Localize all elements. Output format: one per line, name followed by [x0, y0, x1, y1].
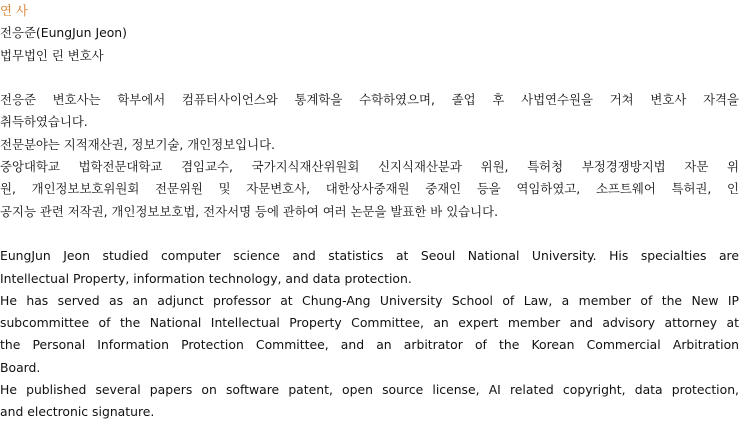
english-bio-line: EungJun Jeon studied computer science and statistics at Seoul National University. His specialties are — [0, 248, 739, 264]
korean-bio-line: 중앙대학교 법학전문대학교 겸임교수, 국가지식재산위원회 신지식재산분과 위원, 특허청 부정경쟁방지법 자문 위 — [0, 159, 739, 175]
korean-bio-line: 공지능 관련 저작권, 개인정보보호법, 전자서명 등에 관하여 여러 논문을 발표한 바 있습니다. — [0, 203, 499, 219]
speaker-name: 전응준(EungJun Jeon) — [0, 25, 127, 41]
english-bio-line: Intellectual Property, information technology, and data protection. — [0, 270, 412, 286]
speaker-heading: 연 사 — [0, 3, 28, 18]
english-bio — [0, 245, 739, 423]
english-bio-line: the Personal Information Protection Committee, and an arbitrator of the Korean Commercial Arbitration — [0, 337, 739, 353]
korean-bio-line: 전문분야는 지적재산권, 정보기술, 개인정보입니다. — [0, 136, 275, 152]
english-bio-line: He has served as an adjunct professor at Chung-Ang University School of Law, a member of the New IP — [0, 292, 739, 308]
korean-bio — [0, 89, 739, 223]
english-bio-line: He published several papers on software patent, open source license, AI related copyright, data protection, — [0, 382, 739, 398]
korean-bio-line: 원, 개인정보보호위원회 전문위원 및 자문변호사, 대한상사중재원 중재인 등을 역임하였고, 소프트웨어 특허권, 인 — [0, 181, 739, 197]
english-bio-line: and electronic signature. — [0, 404, 155, 420]
english-bio-line: Board. — [0, 359, 41, 375]
paragraph-spacer — [0, 223, 739, 245]
speaker-affiliation: 법무법인 린 변호사 — [0, 47, 104, 63]
english-bio-line: subcommittee of the National Intellectual Property Committee, an expert member and advisory attorney at — [0, 315, 739, 331]
korean-bio-line: 전응준 변호사는 학부에서 컴퓨터사이언스와 통계학을 수학하였으며, 졸업 후 사법연수원을 거쳐 변호사 자격을 — [0, 92, 739, 108]
paragraph-spacer — [0, 67, 739, 89]
korean-bio-line: 취득하였습니다. — [0, 114, 88, 130]
